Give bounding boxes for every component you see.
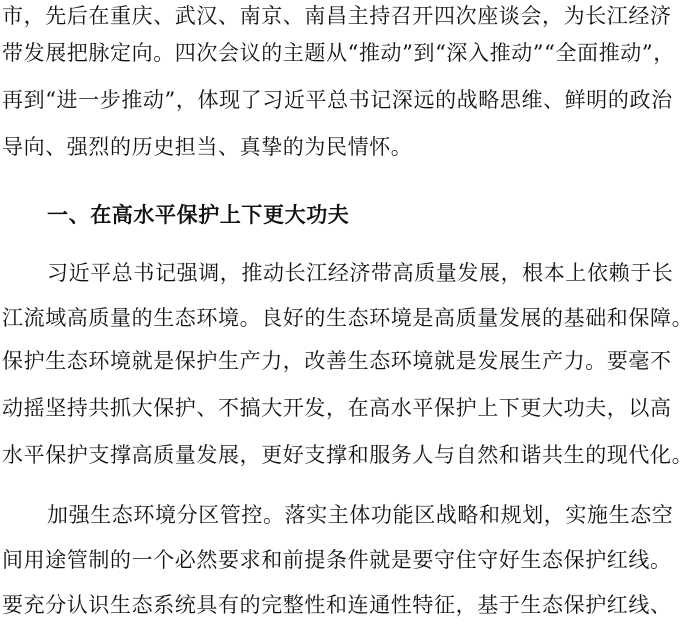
paragraph1-line-2: 江流域高质量的生态环境。良好的生态环境是高质量发展的基础和保障。 (2, 306, 693, 330)
paragraph1-line-4: 动摇坚持共抓大保护、不搞大开发，在高水平保护上下更大功夫，以高 (2, 396, 672, 420)
paragraph1-line-3: 保护生态环境就是保护生产力，改善生态环境就是发展生产力。要毫不 (2, 349, 672, 373)
intro-line-3: 再到“进一步推动”，体现了习近平总书记深远的战略思维、鲜明的政治 (2, 88, 673, 112)
intro-line-1: 市，先后在重庆、武汉、南京、南昌主持召开四次座谈会，为长江经济 (2, 4, 672, 28)
section-heading: 一、在高水平保护上下更大功夫 (47, 203, 350, 227)
paragraph2-line-3: 要充分认识生态系统具有的完整性和连通性特征，基于生态保护红线、 (2, 593, 672, 617)
intro-line-2: 带发展把脉定向。四次会议的主题从“推动”到“深入推动”“全面推动”， (2, 41, 675, 65)
paragraph1-line-5: 水平保护支撑高质量发展，更好支撑和服务人与自然和谐共生的现代化。 (2, 443, 693, 467)
intro-line-4: 导向、强烈的历史担当、真挚的为民情怀。 (2, 135, 413, 159)
paragraph1-line-1: 习近平总书记强调，推动长江经济带高质量发展，根本上依赖于长 (47, 261, 674, 285)
paragraph2-line-2: 间用途管制的一个必然要求和前提条件就是要守住守好生态保护红线。 (2, 548, 672, 572)
paragraph2-line-1: 加强生态环境分区管控。落实主体功能区战略和规划，实施生态空 (47, 503, 674, 527)
